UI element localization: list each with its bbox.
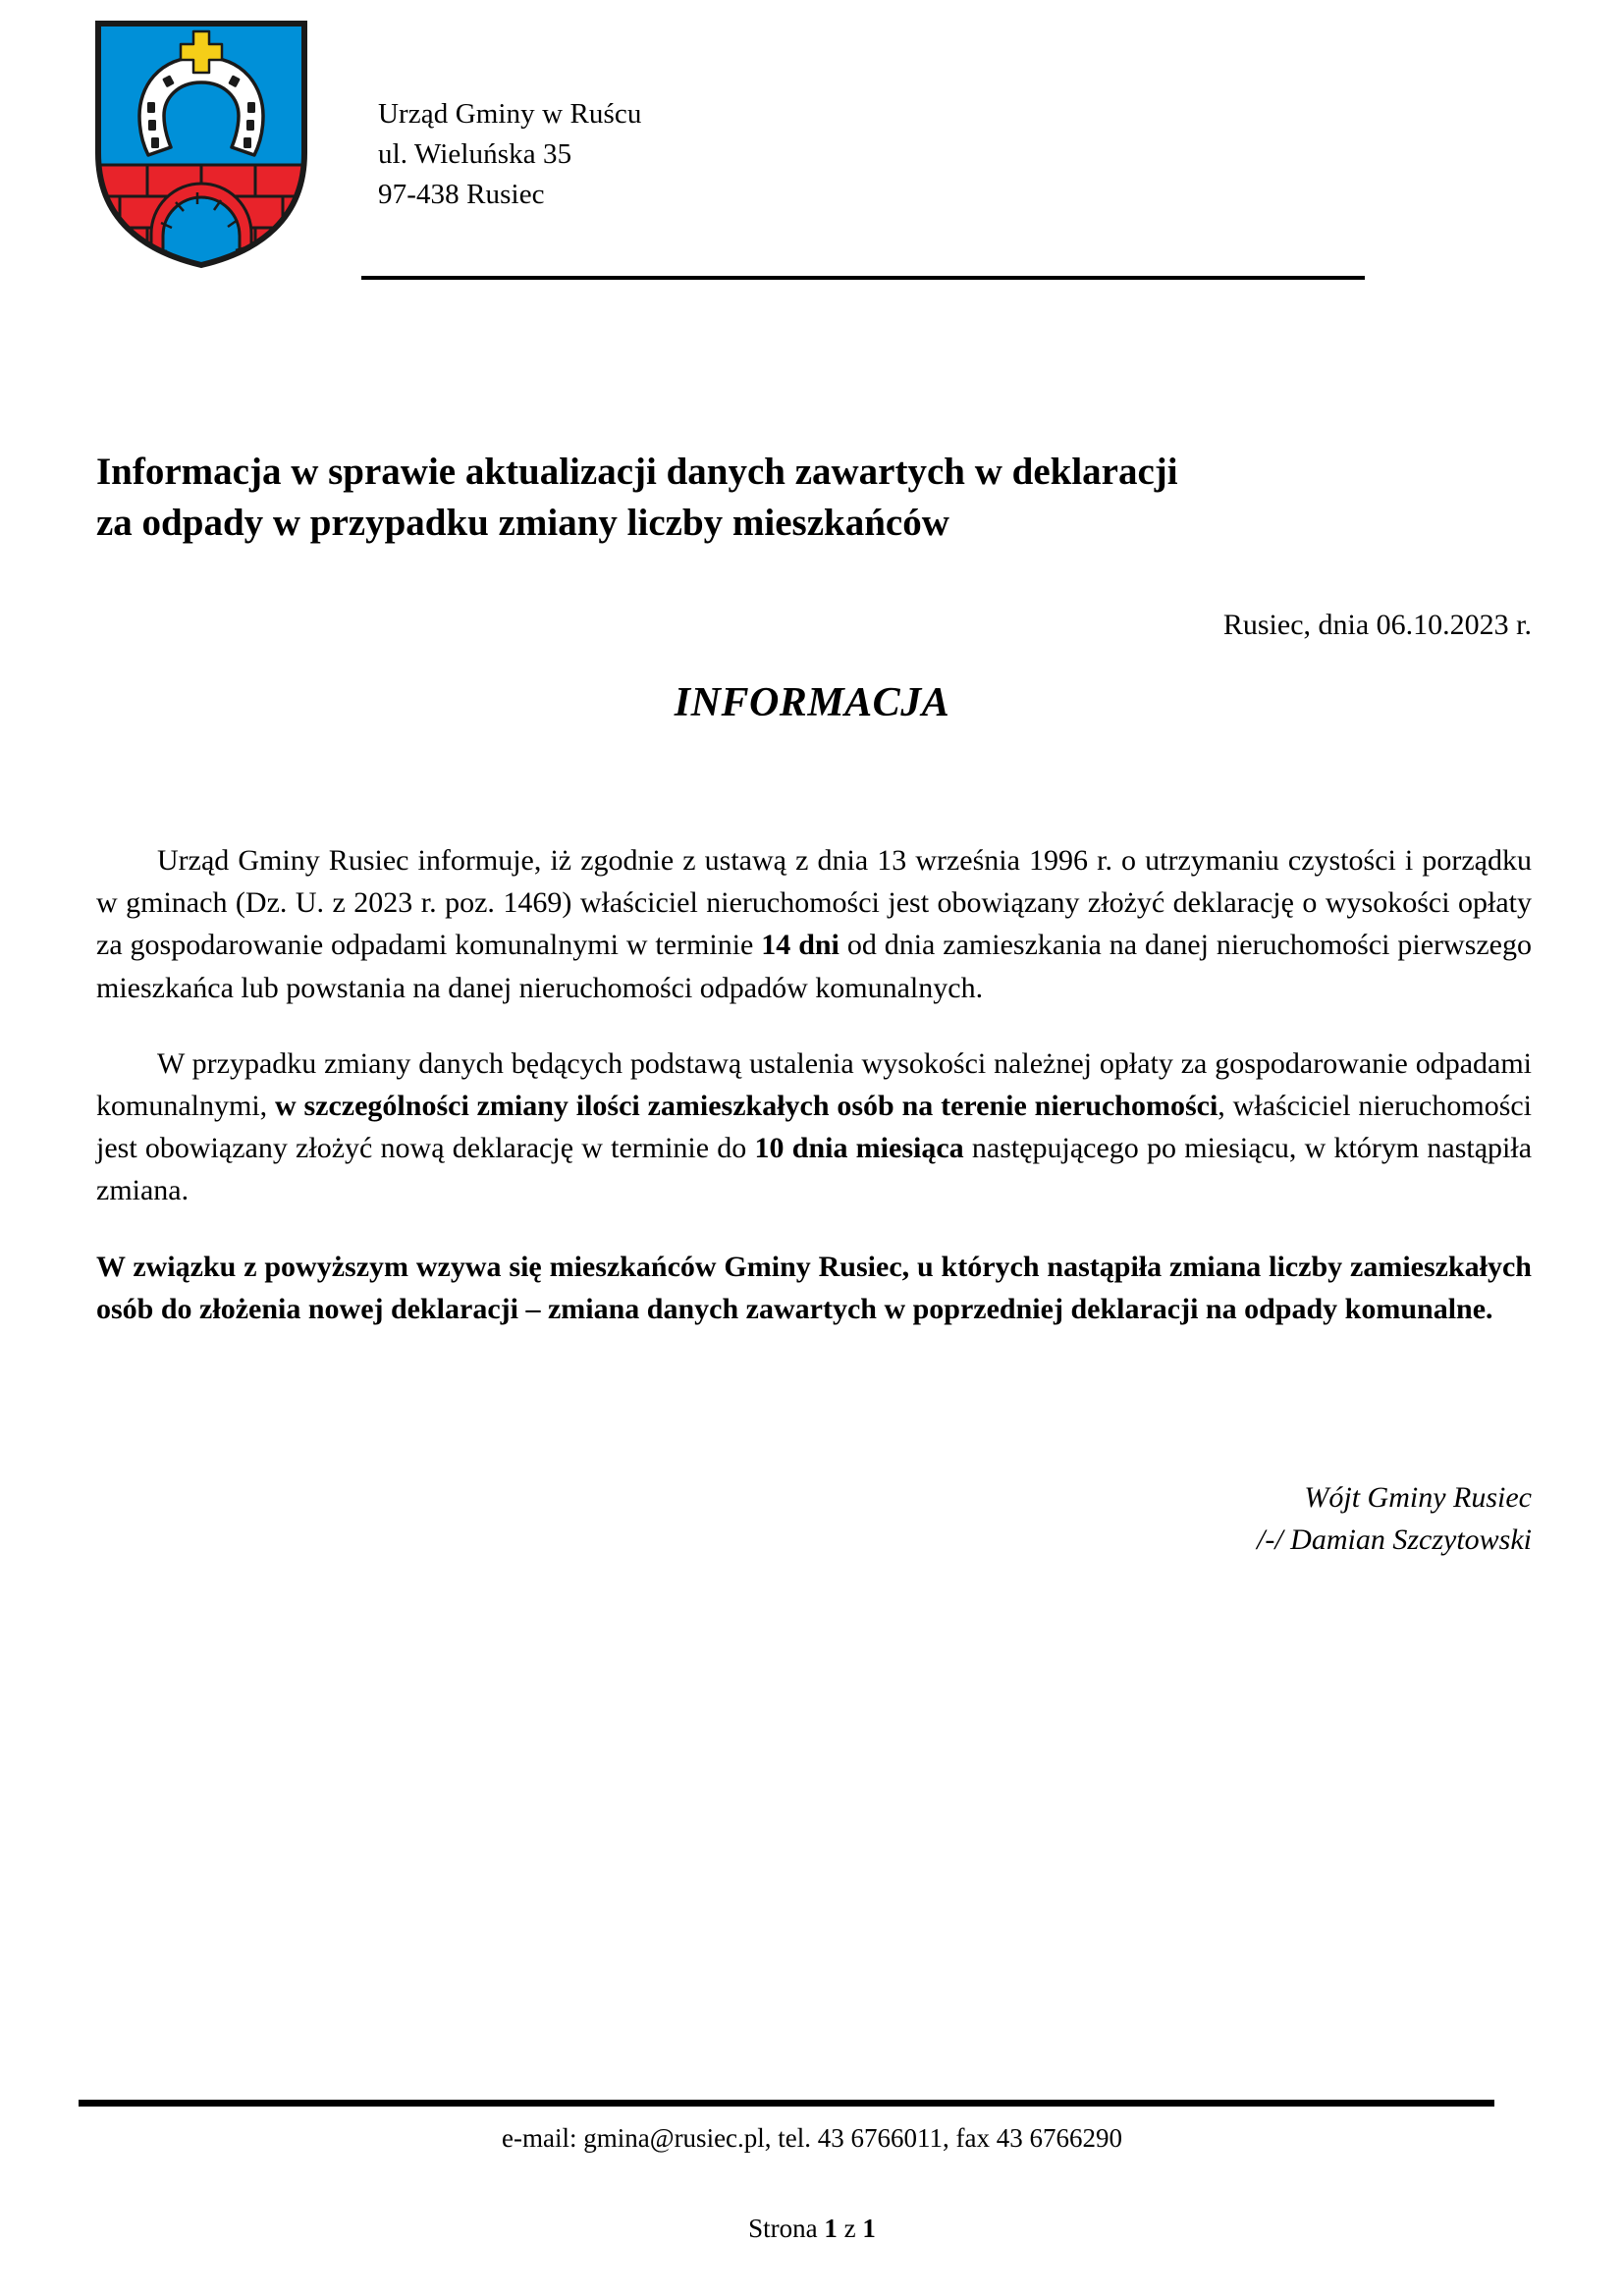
paragraph-2-text-a: W przypadku zmiany danych będących podstawą ustalenia wysokości należnej opłaty za gospodarowanie odpadami komunalnymi, xyxy=(96,1046,1532,1122)
page-title xyxy=(96,447,1530,549)
page-label-prefix: Strona xyxy=(748,2214,825,2243)
organization-address xyxy=(378,94,642,216)
letterhead xyxy=(0,0,1624,294)
page-current: 1 xyxy=(824,2214,838,2243)
paragraph-2-bold-deadline: 10 dnia miesiąca xyxy=(754,1132,964,1165)
signatory-name: /-/ Damian Szczytowski xyxy=(1257,1522,1532,1556)
paragraph-1-text-b: od dnia zamieszkania na danej nieruchomości pierwszego mieszkańca lub powstania na danej nieruchomości odpadów komunalnych. xyxy=(96,929,1532,1004)
section-heading: INFORMACJA xyxy=(674,680,950,725)
paragraph-2-text-c: następującego po miesiącu, w którym nastąpiła zmiana. xyxy=(96,1132,1533,1207)
coat-of-arms-icon xyxy=(92,18,310,271)
paragraph-2-bold-scope: w szczególności zmiany ilości zamieszkałych osób na terenie nieruchomości xyxy=(275,1089,1218,1122)
page-label-separator: z xyxy=(837,2214,863,2243)
page-title-line-2: za odpady w przypadku zmiany liczby mieszkańców xyxy=(96,501,949,544)
signatory-role: Wójt Gminy Rusiec xyxy=(1304,1481,1532,1514)
document-date: Rusiec, dnia 06.10.2023 r. xyxy=(1222,609,1532,641)
organization-name: Urząd Gminy w Ruścu xyxy=(378,98,642,130)
document-body xyxy=(96,839,1532,1363)
paragraph-2-text-b: , właściciel nieruchomości jest obowiązany złożyć nową deklarację w terminie do xyxy=(96,1089,1533,1165)
paragraph-2 xyxy=(96,1042,1532,1212)
organization-street: ul. Wieluńska 35 xyxy=(378,138,572,171)
signature-block xyxy=(884,1477,1532,1561)
footer-page-number xyxy=(0,2214,1624,2244)
paragraph-1 xyxy=(96,839,1532,1009)
footer-divider xyxy=(79,2100,1494,2107)
page-title-line-1: Informacja w sprawie aktualizacji danych zawartych w deklaracji xyxy=(96,451,1178,493)
paragraph-1-bold-deadline: 14 dni xyxy=(761,929,839,962)
organization-city: 97-438 Rusiec xyxy=(378,179,545,211)
paragraph-1-text-a: Urząd Gminy Rusiec informuje, iż zgodnie z ustawą z dnia 13 września 1996 r. o utrzymaniu czystości i porządku w gminach (Dz. U. z 2023 r. poz. 1469) właściciel nieruchomości jest obowiązany złożyć deklarację o wysokości opłaty za gospodarowanie odpadami komunalnymi w terminie xyxy=(96,844,1532,962)
footer-contact: e-mail: gmina@rusiec.pl, tel. 43 6766011, fax 43 6766290 xyxy=(502,2123,1122,2153)
header-divider xyxy=(361,276,1365,280)
page-total: 1 xyxy=(862,2214,876,2243)
paragraph-3-call-to-action: W związku z powyższym wzywa się mieszkańców Gminy Rusiec, u których nastąpiła zmiana liczby zamieszkałych osób do złożenia nowej deklaracji – zmiana danych zawartych w poprzedniej deklaracji na odpady komunalne. xyxy=(96,1250,1532,1325)
